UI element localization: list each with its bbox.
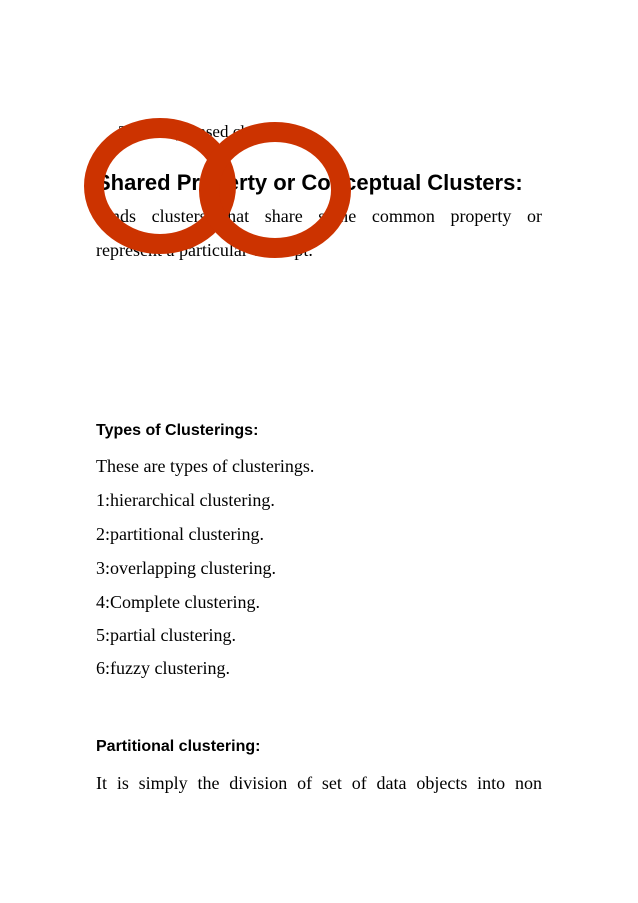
list-item: 6:fuzzy clustering. (96, 658, 230, 678)
list-item: 3:overlapping clustering. (96, 558, 276, 578)
section-heading-partitional-clustering: Partitional clustering: (96, 738, 261, 755)
list-item: 5:partial clustering. (96, 625, 236, 645)
list-item: 4:Complete clustering. (96, 592, 260, 612)
list-item: 1:hierarchical clustering. (96, 490, 275, 510)
section-heading-shared-property: Shared Property or Conceptual Clusters: (96, 170, 523, 195)
paragraph-line: represent a particular concept. (96, 240, 313, 260)
types-intro: These are types of clusterings. (96, 456, 315, 476)
paragraph-line: It is simply the division of set of data objects into non (96, 773, 542, 793)
list-item: 2:partitional clustering. (96, 524, 264, 544)
section-heading-types-of-clusterings: Types of Clusterings: (96, 422, 259, 439)
top-text-fragment: 2:Density-based clusters (118, 122, 285, 141)
paragraph-line: Finds clusters that share some common property or (96, 206, 542, 226)
